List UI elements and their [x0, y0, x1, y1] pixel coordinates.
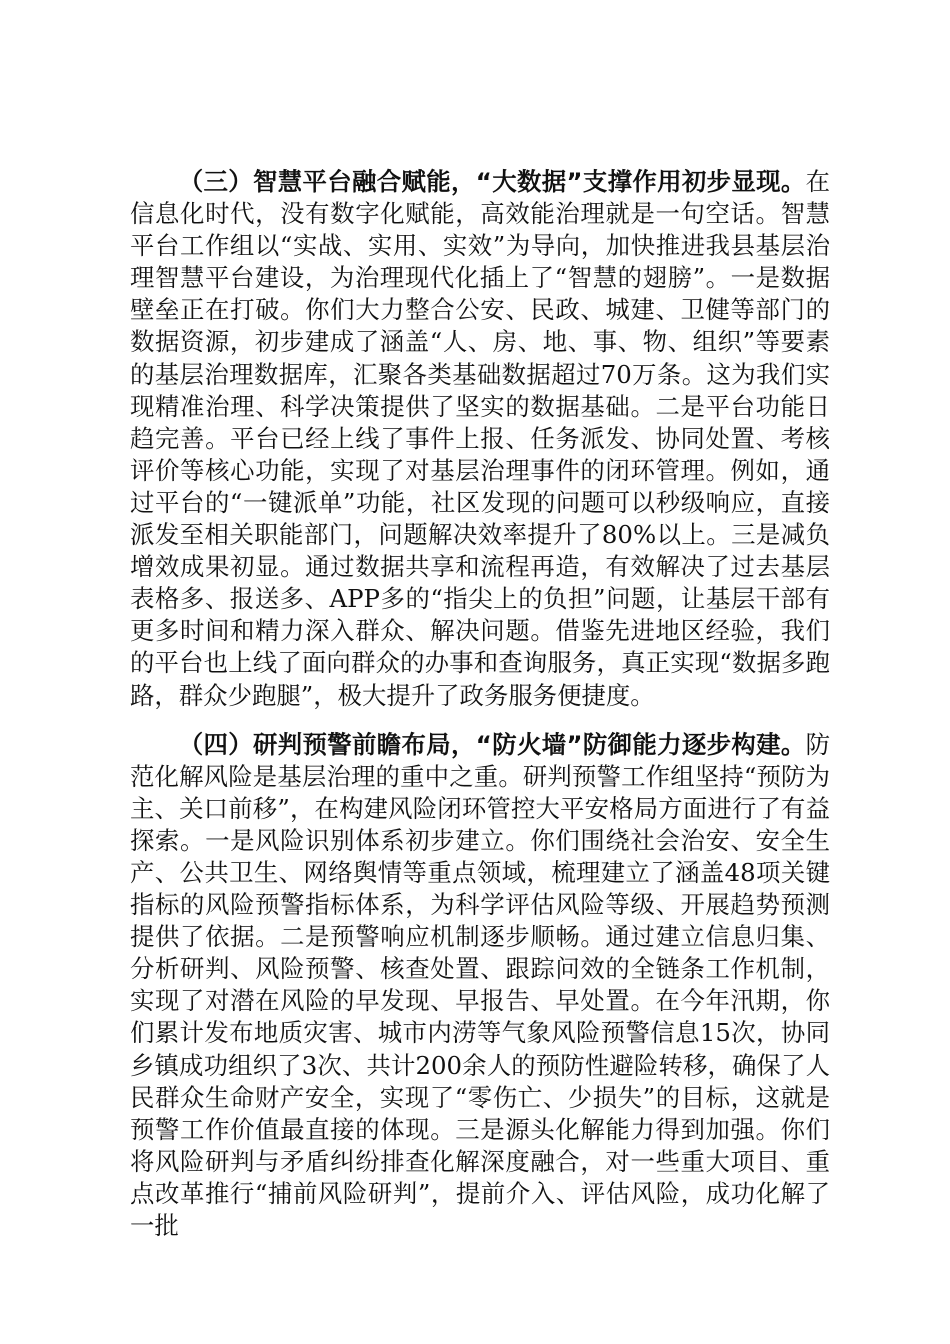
section-4-paragraph — [130, 729, 830, 1243]
section-4-body: 防范化解风险是基层治理的重中之重。研判预警工作组坚持“预防为主、关口前移”，在构建风险闭环管控大平安格局方面进行了有益探索。一是风险识别体系初步建立。你们围绕社会治安、安全生产、公共卫生、网络舆情等重点领域，梳理建立了涵盖48项关键指标的风险预警指标体系，为科学评估风险等级、开展趋势预测提供了依据。二是预警响应机制逐步顺畅。通过建立信息归集、分析研判、风险预警、核查处置、跟踪问效的全链条工作机制，实现了对潜在风险的早发现、早报告、早处置。在今年汛期，你们累计发布地质灾害、城市内涝等气象风险预警信息15次，协同乡镇成功组织了3次、共计200余人的预防性避险转移，确保了人民群众生命财产安全，实现了“零伤亡、少损失”的目标，这就是预警工作价值最直接的体现。三是源头化解能力得到加强。你们将风险研判与矛盾纠纷排查化解深度融合，对一些重大项目、重点改革推行“捕前风险研判”，提前介入、评估风险，成功化解了一批 — [130, 729, 830, 1240]
section-3-heading: （三）智慧平台融合赋能，“大数据”支撑作用初步显现。 — [178, 167, 806, 196]
document-page — [130, 166, 830, 1242]
section-4-heading: （四）研判预警前瞻布局，“防火墙”防御能力逐步构建。 — [178, 729, 806, 759]
section-3-body: 在信息化时代，没有数字化赋能，高效能治理就是一句空话。智慧平台工作组以“实战、实用、实效”为导向，加快推进我县基层治理智慧平台建设，为治理现代化插上了“智慧的翅膀”。一是数据壁垒正在打破。你们大力整合公安、民政、城建、卫健等部门的数据资源，初步建成了涵盖“人、房、地、事、物、组织”等要素的基层治理数据库，汇聚各类基础数据超过70万条。这为我们实现精准治理、科学决策提供了坚实的数据基础。二是平台功能日趋完善。平台已经上线了事件上报、任务派发、协同处置、考核评价等核心功能，实现了对基层治理事件的闭环管理。例如，通过平台的“一键派单”功能，社区发现的问题可以秒级响应，直接派发至相关职能部门，问题解决效率提升了80%以上。三是减负增效成果初显。通过数据共享和流程再造，有效解决了过去基层表格多、报送多、APP多的“指尖上的负担”问题，让基层干部有更多时间和精力深入群众、解决问题。借鉴先进地区经验，我们的平台也上线了面向群众的办事和查询服务，真正实现“数据多跑路，群众少跑腿”，极大提升了政务服务便捷度。 — [130, 167, 830, 710]
section-3-paragraph — [130, 166, 830, 712]
